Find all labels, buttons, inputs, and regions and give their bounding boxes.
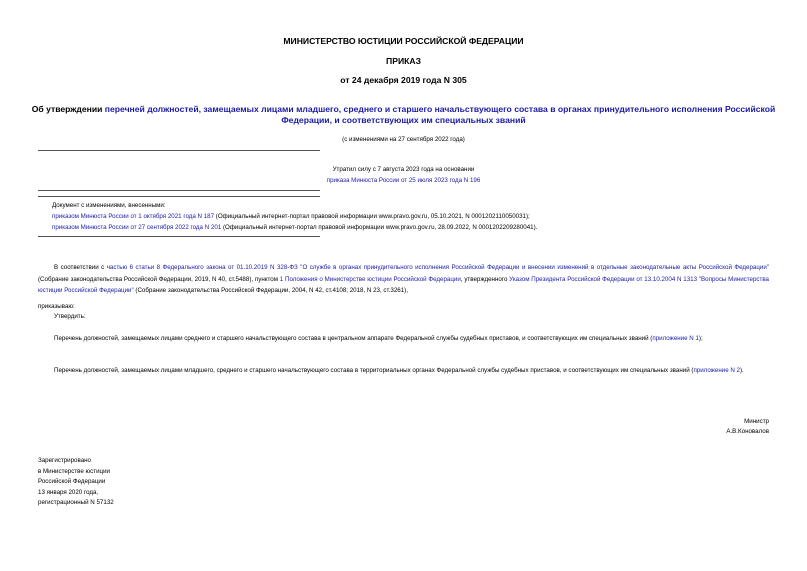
registration-line: Зарегистрировано [38,457,91,464]
title-prefix: Об утверждении [31,104,105,114]
signatory-position: Министр [744,418,769,425]
item1-end: ); [698,335,703,342]
divider [38,150,320,151]
doc-type-heading: ПРИКАЗ [386,56,421,66]
changes-heading: Документ с изменениями, внесенными: [52,202,166,209]
registration-line: в Министерстве юстиции [38,467,111,475]
item2-end: ). [739,367,744,374]
changes-item [52,211,792,222]
changes-item [52,222,792,233]
preamble-text: (Собрание законодательства Российской Федерации, 2004, N 42, ст.4108; 2018, N 23, ст.3261), [133,287,408,294]
changes-block [52,200,792,233]
title-link[interactable]: перечней должностей, замещаемых лицами младшего, среднего и старшего начальствующего состава в органах принудительного исполнения Российской Федерации, и соответствующих им специальных званий [104,104,776,125]
divider [38,236,320,237]
registration-line: регистрационный N 57132 [38,499,114,506]
lost-force-link[interactable]: приказа Минюста России от 25 июля 2023 года N 196 [326,177,481,184]
regulation-link[interactable]: 1 Положения о Министерстве юстиции Российской Федерации [279,275,461,283]
decree-link[interactable]: Указом Президента Российской Федерации от 13.10.2004 N 1313 "Вопросы Министерства юстиции Российской Федерации" [38,275,769,294]
appendix1-link[interactable]: приложение N 1 [652,335,699,342]
doc-date-heading: от 24 декабря 2019 года N 305 [340,75,467,85]
changes-item-text: (Официальный интернет-портал правовой информации www.pravo.gov.ru, 05.10.2021, N 0001202110050031); [214,213,530,220]
changes-item-link[interactable]: приказом Минюста России от 1 октября 2021 года N 187 [52,213,215,220]
divider [38,196,320,197]
registration-line: 13 января 2020 года, [38,488,99,496]
item2-paragraph [38,365,769,377]
amend-note: (с изменениями на 27 сентября 2022 года) [342,136,465,143]
signatory-name: А.В.Коновалов [726,428,769,435]
lost-force-line: Утратил силу с 7 августа 2023 года на основании [332,166,475,173]
signature-block [560,417,769,437]
preamble-paragraph [38,262,769,297]
changes-item-link[interactable]: приказом Минюста России от 27 сентября 2022 года N 201 [52,224,222,231]
ministry-heading: МИНИСТЕРСТВО ЮСТИЦИИ РОССИЙСКОЙ ФЕДЕРАЦИИ [283,36,524,46]
document-title [30,104,777,126]
changes-item-text: (Официальный интернет-портал правовой информации www.pravo.gov.ru, 28.09.2022, N 0001202209280041). [221,224,538,231]
preamble-text: В соответствии с [54,264,107,271]
law-link[interactable]: частью 6 статьи 8 Федерального закона от 01.10.2019 N 328-ФЗ "О службе в органах принудительного исполнения Российской Федерации и внесении изменений в отдельные законодательные акты Российской Федерации" [106,264,769,271]
preamble-text: , утвержденного [460,275,510,283]
preamble-text: (Собрание законодательства Российской Федерации, 2019, N 40, ст.5488), пунктом [38,275,280,283]
appendix2-link[interactable]: приложение N 2 [693,367,740,374]
order-word: приказываю: [38,303,75,310]
registration-block [38,456,114,509]
item1-paragraph [38,333,769,345]
item2-text: Перечень должностей, замещаемых лицами младшего, среднего и старшего начальствующего состава в территориальных органах Федеральной службы судебных приставов, и соответствующих им специальных званий ( [54,367,694,374]
divider [38,190,320,191]
item1-text: Перечень должностей, замещаемых лицами среднего и старшего начальствующего состава в центральном аппарате Федеральной службы судебных приставов, и соответствующих им специальных званий ( [54,335,653,342]
approve-word: Утвердить: [54,313,86,320]
registration-line: Российской Федерации [38,478,106,485]
